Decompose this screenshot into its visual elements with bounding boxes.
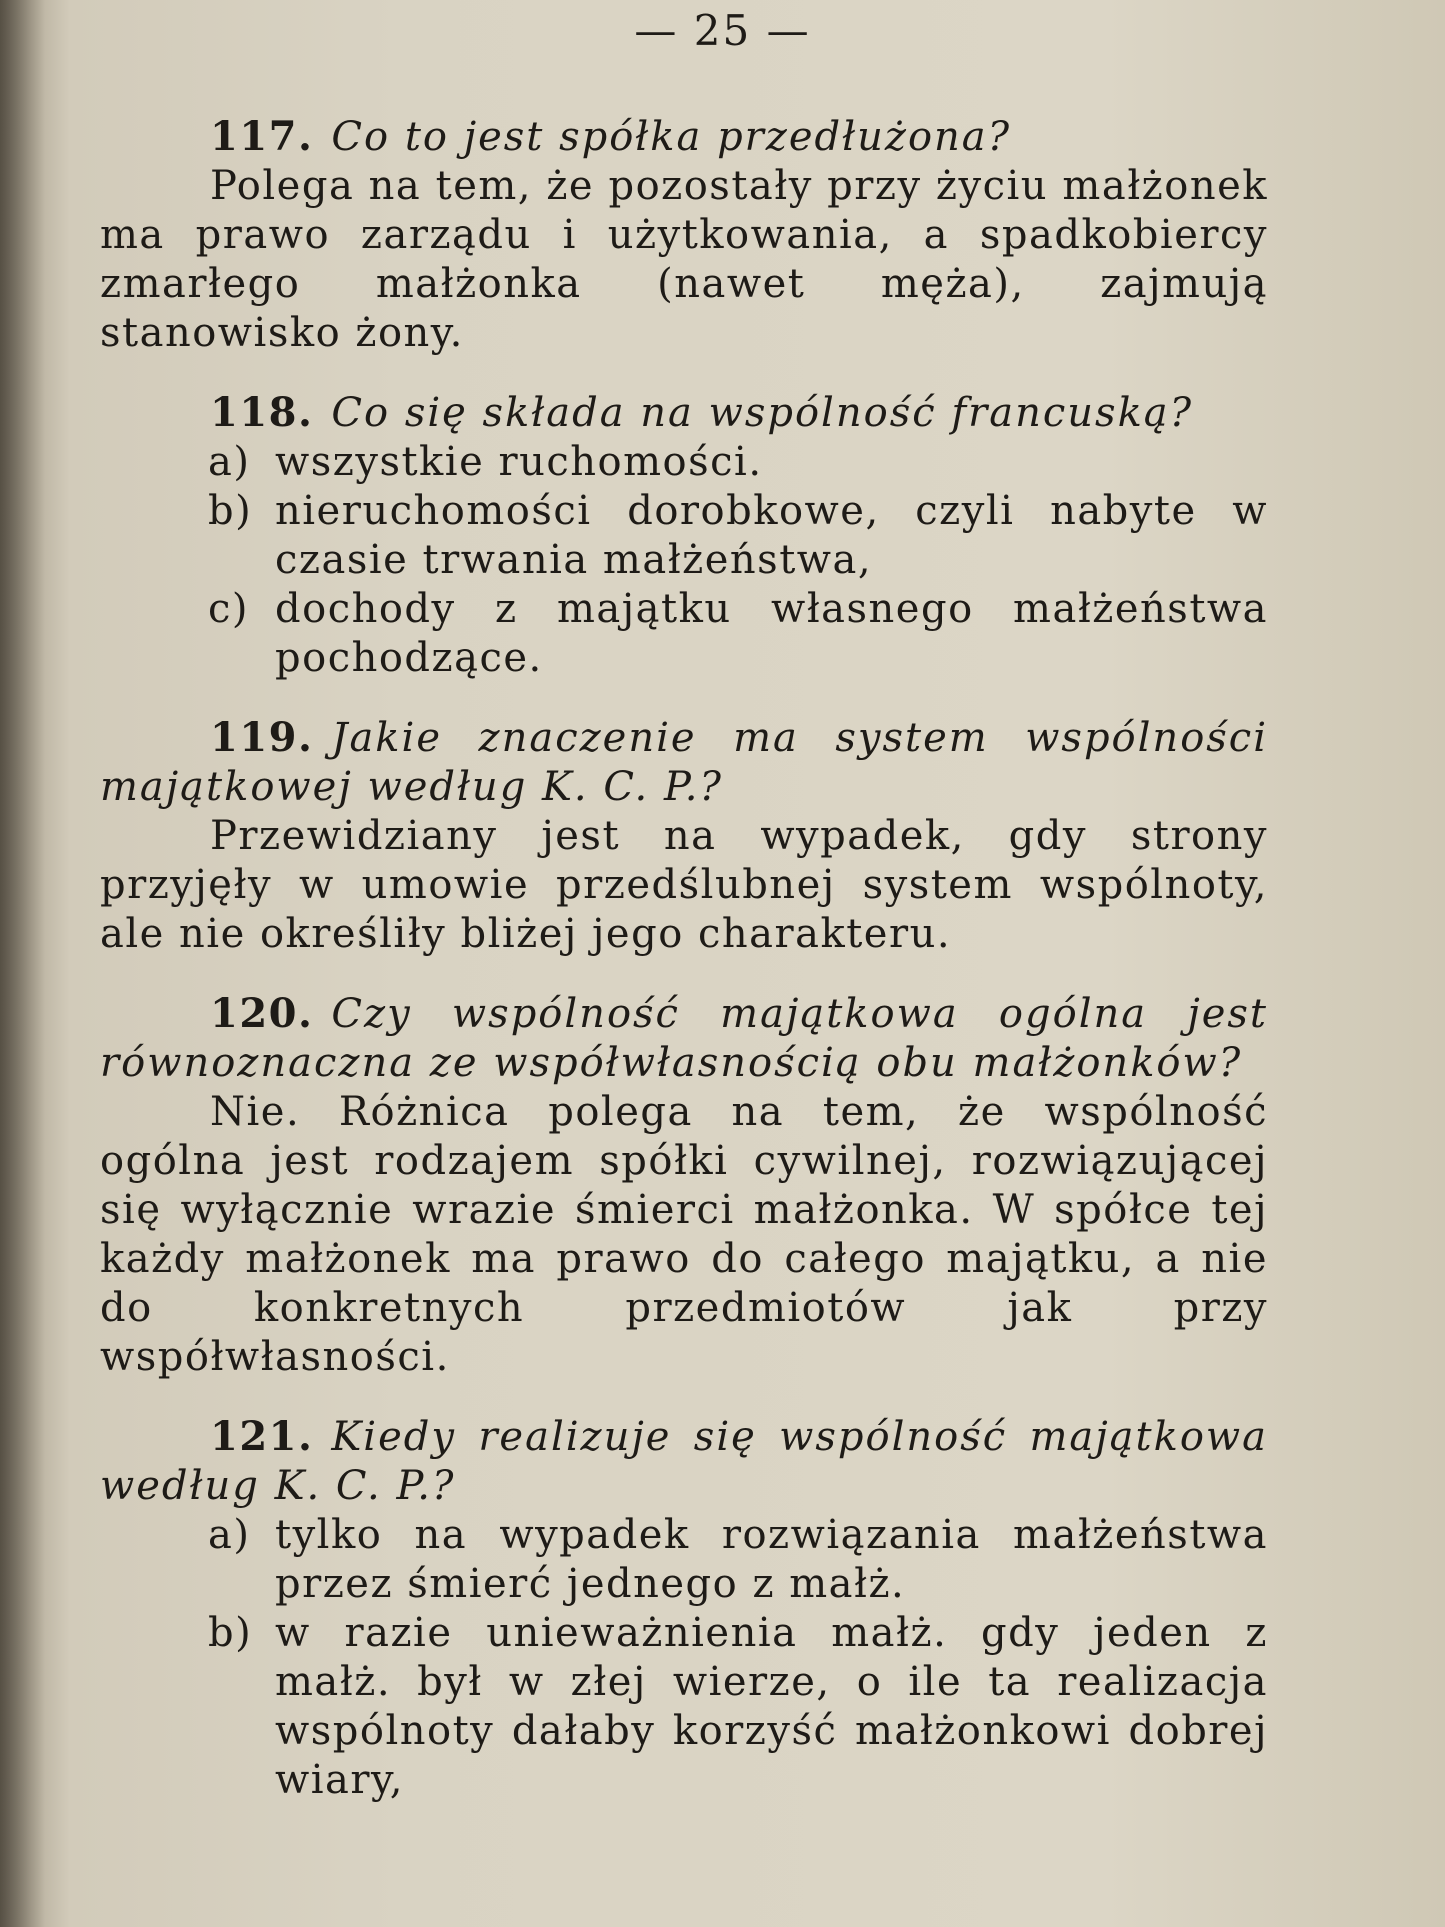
answer-list-121 <box>100 1511 1268 1805</box>
answer-list-118 <box>100 438 1268 683</box>
list-item <box>100 1511 1268 1609</box>
question-text: Co się składa na wspólność francuską? <box>331 390 1194 436</box>
list-item-label: b) <box>208 1610 253 1656</box>
list-item <box>100 438 1268 487</box>
answer-119: Przewidziany jest na wypadek, gdy strony przyjęły w umowie przedślubnej system wspólnoty, ale nie określiły bliżej jego charakteru. <box>100 813 1268 957</box>
list-item-label: c) <box>208 586 250 632</box>
binding-shadow <box>0 0 45 1927</box>
question-number: 119. <box>210 714 314 761</box>
question-number: 120. <box>210 990 314 1037</box>
list-item-text: tylko na wypadek rozwiązania małżeństwa przez śmierć jednego z małż. <box>275 1512 1268 1607</box>
question-text: Co to jest spółka przedłużona? <box>331 114 1012 160</box>
question-number: 118. <box>210 389 314 436</box>
question-120 <box>100 989 1268 1088</box>
page-number: — 25 — <box>634 6 811 55</box>
question-number: 121. <box>210 1413 314 1460</box>
question-text: Jakie znaczenie ma system wspólności majątkowej według K. C. P.? <box>100 715 1268 810</box>
question-119 <box>100 713 1268 812</box>
question-121 <box>100 1412 1268 1511</box>
answer-120: Nie. Różnica polega na tem, że wspólność ogólna jest rodzajem spółki cywilnej, rozwiązującej się wyłącznie wrazie śmierci małżonka. W spółce tej każdy małżonek ma prawo do całego majątku, a nie do konkretnych przedmiotów jak przy współwłasności. <box>100 1089 1268 1380</box>
list-item-text: wszystkie ruchomości. <box>275 439 763 485</box>
question-text: Czy wspólność majątkowa ogólna jest równoznaczna ze współwłasnością obu małżonków? <box>100 991 1268 1086</box>
list-item <box>100 1609 1268 1805</box>
list-item-text: dochody z majątku własnego małżeństwa pochodzące. <box>275 586 1268 681</box>
list-item <box>100 585 1268 683</box>
answer-117: Polega na tem, że pozostały przy życiu małżonek ma prawo zarządu i użytkowania, a spadkobiercy zmarłego małżonka (nawet męża), zajmują stanowisko żony. <box>100 163 1268 356</box>
page-content <box>100 100 1268 1805</box>
question-118 <box>100 388 1268 438</box>
list-item-label: a) <box>208 439 251 485</box>
list-item-text: nieruchomości dorobkowe, czyli nabyte w czasie trwania małżeństwa, <box>275 488 1268 583</box>
list-item-label: b) <box>208 488 253 534</box>
list-item <box>100 487 1268 585</box>
list-item-text: w razie unieważnienia małż. gdy jeden z małż. był w złej wierze, o ile ta realizacja wspólnoty dałaby korzyść małżonkowi dobrej wiary, <box>275 1610 1268 1803</box>
question-number: 117. <box>210 113 314 160</box>
question-text: Kiedy realizuje się wspólność majątkowa według K. C. P.? <box>100 1414 1268 1509</box>
list-item-label: a) <box>208 1512 251 1558</box>
question-117 <box>100 112 1268 162</box>
